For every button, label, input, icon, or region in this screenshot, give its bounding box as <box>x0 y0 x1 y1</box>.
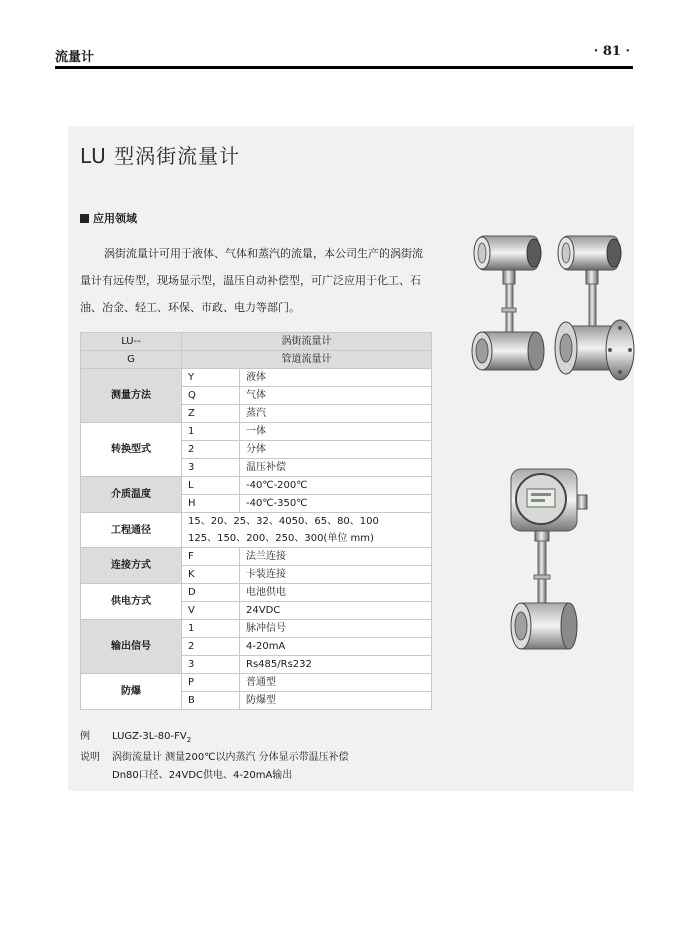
category-cell: 输出信号 <box>81 620 182 674</box>
example-label: 例 <box>80 731 90 742</box>
diameter-line: 15、20、25、32、4050、65、80、100 <box>188 516 379 527</box>
table-row <box>81 369 432 387</box>
option-desc-cell: -40℃-200℃ <box>240 477 432 495</box>
square-bullet-icon <box>80 214 89 223</box>
option-code-cell: F <box>182 548 240 566</box>
table-row <box>81 477 432 495</box>
category-cell: 转换型式 <box>81 423 182 477</box>
option-desc-cell: 脉冲信号 <box>240 620 432 638</box>
model-prefix-code: LU-- <box>81 333 182 351</box>
table-row <box>81 548 432 566</box>
model-prefix-code: G <box>81 351 182 369</box>
option-desc-cell: 一体 <box>240 423 432 441</box>
category-cell: 测量方法 <box>81 369 182 423</box>
option-code-cell: Q <box>182 387 240 405</box>
category-cell: 供电方式 <box>81 584 182 620</box>
diameter-options-cell <box>182 513 432 548</box>
diameter-line: 125、150、200、250、300(单位 mm) <box>188 533 374 544</box>
explosion-proof-flowmeter-image <box>505 465 595 670</box>
option-code-cell: Z <box>182 405 240 423</box>
category-cell: 连接方式 <box>81 548 182 584</box>
example-row <box>80 728 349 749</box>
option-code-cell: K <box>182 566 240 584</box>
option-code-cell: Y <box>182 369 240 387</box>
option-desc-cell: 液体 <box>240 369 432 387</box>
option-code-cell: 3 <box>182 459 240 477</box>
option-code-cell: B <box>182 692 240 710</box>
table-row <box>81 513 432 548</box>
example-model-subscript: 2 <box>186 736 192 744</box>
example-block <box>80 728 349 785</box>
product-title: LU 型涡街流量计 <box>80 144 241 168</box>
table-row <box>81 620 432 638</box>
section-heading-text: 应用领域 <box>93 212 137 225</box>
option-desc-cell: 温压补偿 <box>240 459 432 477</box>
table-row <box>81 423 432 441</box>
option-desc-cell: -40℃-350℃ <box>240 495 432 513</box>
explain-line-2: Dn80口径、24VDC供电、4-20mA输出 <box>112 770 293 781</box>
model-prefix-desc: 管道流量计 <box>182 351 432 369</box>
option-code-cell: 3 <box>182 656 240 674</box>
option-desc-cell: 卡装连接 <box>240 566 432 584</box>
header-rule <box>55 66 633 69</box>
table-row <box>81 333 432 351</box>
wafer-flowmeter-image <box>468 228 550 388</box>
option-code-cell: 2 <box>182 638 240 656</box>
category-cell: 介质温度 <box>81 477 182 513</box>
option-desc-cell: 普通型 <box>240 674 432 692</box>
option-desc-cell: 法兰连接 <box>240 548 432 566</box>
table-row <box>81 674 432 692</box>
explain-row-2 <box>80 767 349 785</box>
model-spec-table <box>80 332 432 710</box>
option-code-cell: D <box>182 584 240 602</box>
category-cell: 防爆 <box>81 674 182 710</box>
option-desc-cell: 4-20mA <box>240 638 432 656</box>
option-desc-cell: 分体 <box>240 441 432 459</box>
option-code-cell: H <box>182 495 240 513</box>
explain-line-1: 涡街流量计 测量200℃以内蒸汽 分体显示带温压补偿 <box>112 752 349 763</box>
explain-label: 说明 <box>80 752 100 763</box>
option-desc-cell: 24VDC <box>240 602 432 620</box>
category-cell: 工程通径 <box>81 513 182 548</box>
explain-row <box>80 749 349 767</box>
table-row <box>81 584 432 602</box>
option-code-cell: P <box>182 674 240 692</box>
option-desc-cell: Rs485/Rs232 <box>240 656 432 674</box>
section-heading <box>80 210 137 226</box>
intro-text: 涡街流量计可用于液体、气体和蒸汽的流量，本公司生产的涡街流量计有远传型，现场显示型，温压自动补偿型，可广泛应用于化工、石油、冶金、轻工、环保、市政、电力等部门。 <box>80 247 423 314</box>
option-desc-cell: 气体 <box>240 387 432 405</box>
table-row <box>81 351 432 369</box>
option-desc-cell: 防爆型 <box>240 692 432 710</box>
running-header-section: 流量计 <box>55 50 95 65</box>
option-desc-cell: 电池供电 <box>240 584 432 602</box>
page-number: · 81 · <box>593 44 630 59</box>
option-code-cell: 2 <box>182 441 240 459</box>
option-code-cell: V <box>182 602 240 620</box>
example-model: LUGZ-3L-80-FV <box>112 731 187 742</box>
option-code-cell: 1 <box>182 423 240 441</box>
model-prefix-desc: 涡街流量计 <box>182 333 432 351</box>
option-code-cell: 1 <box>182 620 240 638</box>
option-code-cell: L <box>182 477 240 495</box>
flanged-flowmeter-image <box>550 228 642 398</box>
intro-paragraph <box>80 240 425 321</box>
option-desc-cell: 蒸汽 <box>240 405 432 423</box>
